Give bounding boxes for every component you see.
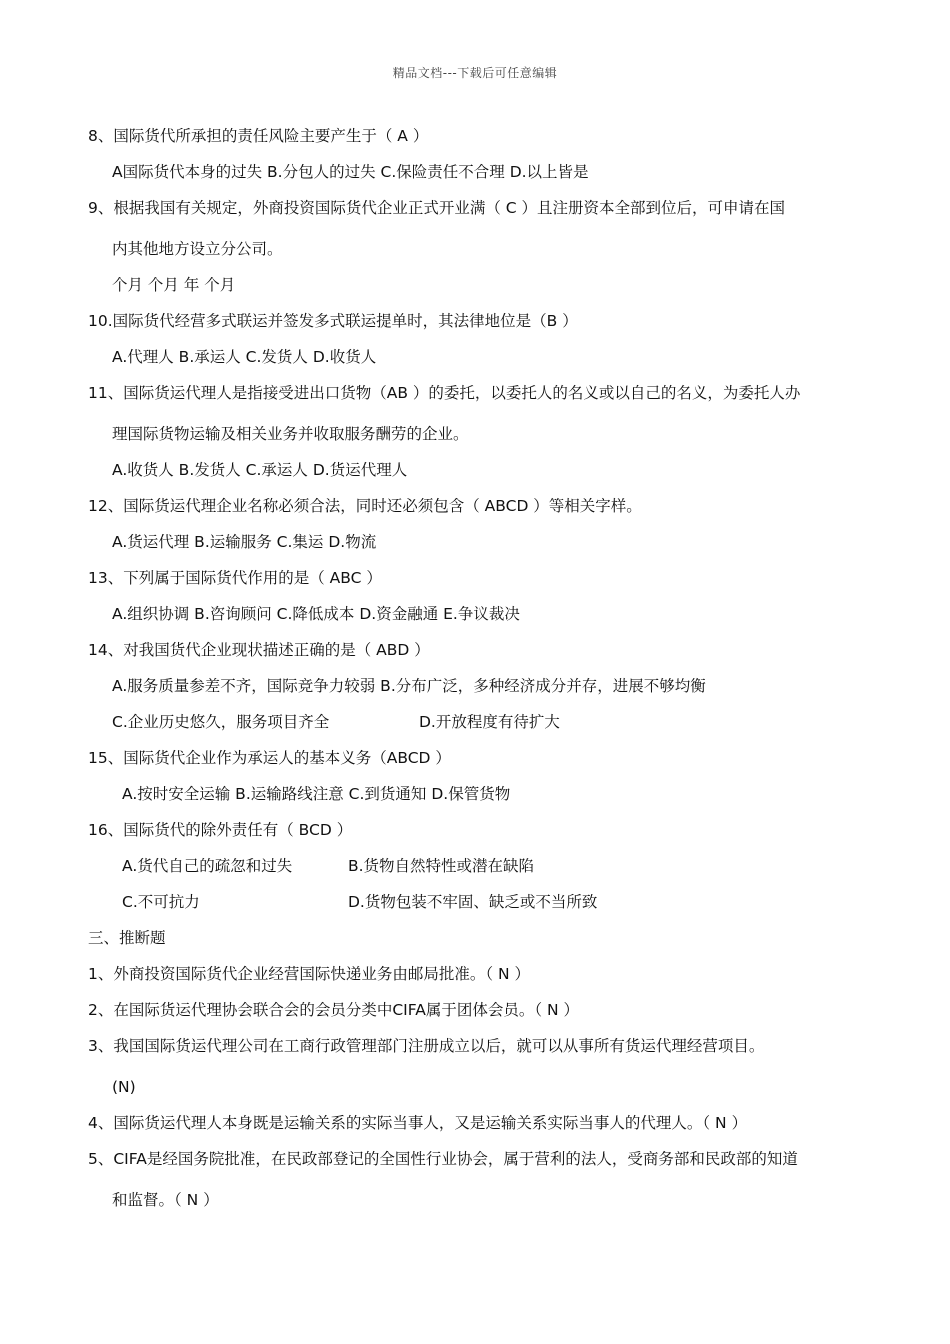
- judgement-3: 3、我国国际货运代理公司在工商行政管理部门注册成立以后，就可以从事所有货运代理经营项目。: [88, 1037, 765, 1055]
- options-13: A.组织协调 B.咨询顾问 C.降低成本 D.资金融通 E.争议裁决: [112, 605, 520, 623]
- question-12: 12、国际货运代理企业名称必须合法，同时还必须包含（ ABCD ）等相关字样。: [88, 497, 642, 515]
- options-8: A国际货代本身的过失 B.分包人的过失 C.保险责任不合理 D.以上皆是: [112, 163, 589, 181]
- section-title-judgement: 三、推断题: [88, 929, 166, 947]
- question-15: 15、国际货代企业作为承运人的基本义务（ABCD ）: [88, 749, 451, 767]
- options-16-c: C.不可抗力: [122, 893, 200, 911]
- question-9: 9、根据我国有关规定，外商投资国际货代企业正式开业满（ C ）且注册资本全部到位后，可申请在国: [88, 199, 786, 217]
- question-10: 10.国际货代经营多式联运并签发多式联运提单时，其法律地位是（B ）: [88, 312, 578, 330]
- options-16-b: B.货物自然特性或潜在缺陷: [348, 857, 535, 875]
- options-9: 个月 个月 年 个月: [112, 276, 236, 294]
- question-11-cont: 理国际货物运输及相关业务并收取服务酬劳的企业。: [112, 425, 469, 443]
- question-8: 8、国际货代所承担的责任风险主要产生于（ A ）: [88, 127, 429, 145]
- options-14-d: D.开放程度有待扩大: [419, 713, 560, 731]
- judgement-5: 5、CIFA是经国务院批准，在民政部登记的全国性行业协会，属于营利的法人，受商务部和民政部的知道: [88, 1150, 798, 1168]
- question-11: 11、国际货运代理人是指接受进出口货物（AB ）的委托，以委托人的名义或以自己的名义，为委托人办: [88, 384, 801, 402]
- question-16: 16、国际货代的除外责任有（ BCD ）: [88, 821, 353, 839]
- page-header: 精品文档---下载后可任意编辑: [392, 66, 558, 80]
- question-13: 13、下列属于国际货代作用的是（ ABC ）: [88, 569, 382, 587]
- options-14-c: C.企业历史悠久，服务项目齐全: [112, 713, 330, 731]
- question-9-cont: 内其他地方设立分公司。: [112, 240, 283, 258]
- judgement-3-answer: (N): [112, 1078, 136, 1096]
- options-11: A.收货人 B.发货人 C.承运人 D.货运代理人: [112, 461, 408, 479]
- question-14: 14、对我国货代企业现状描述正确的是（ ABD ）: [88, 641, 430, 659]
- options-15: A.按时安全运输 B.运输路线注意 C.到货通知 D.保管货物: [122, 785, 511, 803]
- options-10: A.代理人 B.承运人 C.发货人 D.收货人: [112, 348, 377, 366]
- judgement-4: 4、国际货运代理人本身既是运输关系的实际当事人，又是运输关系实际当事人的代理人。（ N ）: [88, 1114, 748, 1132]
- options-14-row1: A.服务质量参差不齐，国际竞争力较弱 B.分布广泛，多种经济成分并存，进展不够均衡: [112, 677, 706, 695]
- judgement-5-cont: 和监督。（ N ）: [112, 1191, 219, 1209]
- options-12: A.货运代理 B.运输服务 C.集运 D.物流: [112, 533, 377, 551]
- options-16-d: D.货物包装不牢固、缺乏或不当所致: [348, 893, 598, 911]
- judgement-2: 2、在国际货运代理协会联合会的会员分类中CIFA属于团体会员。（ N ）: [88, 1001, 580, 1019]
- options-16-a: A.货代自己的疏忽和过失: [122, 857, 293, 875]
- judgement-1: 1、外商投资国际货代企业经营国际快递业务由邮局批准。（ N ）: [88, 965, 531, 983]
